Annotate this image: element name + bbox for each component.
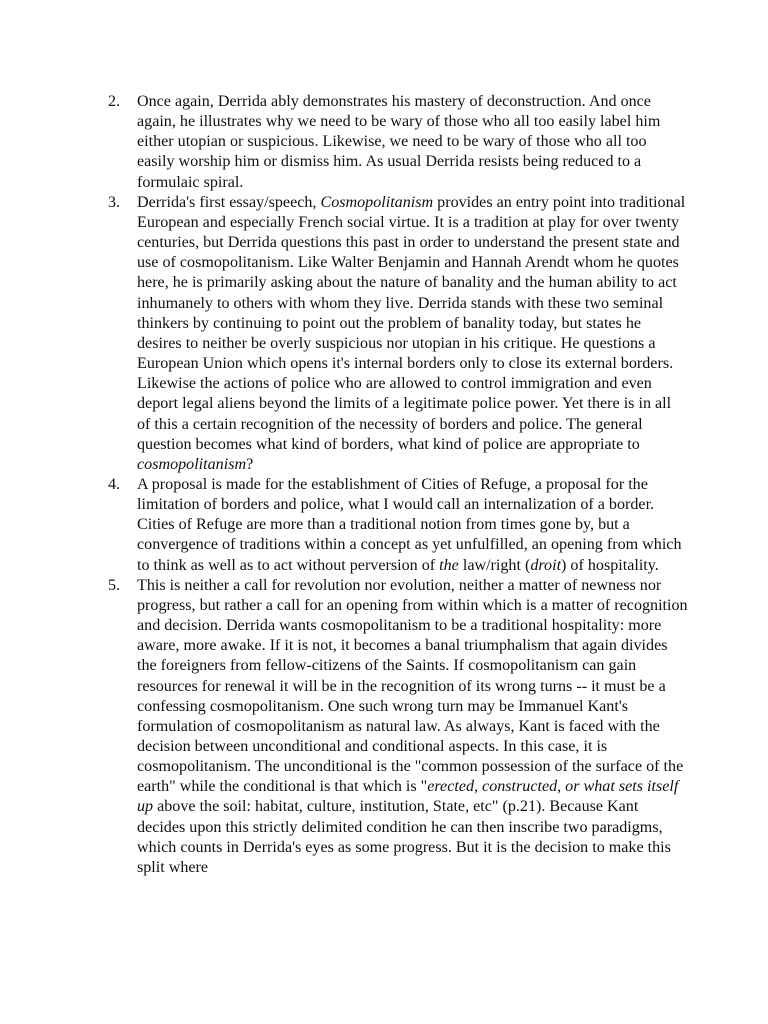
italic-text: the: [439, 556, 459, 574]
list-item: [108, 475, 688, 576]
list-item: [108, 193, 688, 475]
list-item-text: [137, 576, 688, 878]
text-run: Once again, Derrida ably demonstrates his mastery of deconstruction. And once again, he illustrates why we need to be wary of those who all too easily label him either utopian or suspicious. Likewise, we need to be wary of those who all too easily worship him or dismiss him. As usual Derrida resists being reduced to a formulaic spiral.: [137, 93, 661, 191]
numbered-list: [108, 92, 688, 878]
italic-text: Cosmopolitanism: [320, 193, 434, 211]
text-run: A proposal is made for the establishment of Cities of Refuge, a proposal for the limitation of borders and police, what I would call an internalization of a border. Cities of Refuge are more than a traditional notion from times gone by, but a convergence of traditions within a concept as yet unfulfilled, an opening from which to think as well as to act without perversion of: [137, 475, 682, 574]
italic-text: droit: [530, 556, 562, 574]
list-item-number: 3.: [108, 193, 121, 211]
text-run: This is neither a call for revolution nor evolution, neither a matter of newness nor progress, but rather a call for an opening from within which is a matter of recognition and decision. Derrida wants cosmopolitanism to be a traditional hospitality: more aware, more awake. If it is not, it becomes a banal triumphalism that again divides the foreigners from fellow-citizens of the Saints. If cosmopolitanism can gain resources for renewal it will be in the recognition of its wrong turns -- it must be a confessing cosmopolitanism. One such wrong turn may be Immanuel Kant's formulation of cosmopolitanism as natural law. As always, Kant is faced with the decision between unconditional and conditional aspects. In this case, it is cosmopolitanism. The unconditional is the "common possession of the surface of the earth" while the conditional is that which is ": [137, 576, 688, 796]
list-item-text: [137, 92, 688, 193]
text-run: ?: [246, 455, 254, 473]
list-item-number: 4.: [108, 475, 121, 493]
text-run: provides an entry point into traditional European and especially French social virtue. It is a tradition at play for over twenty centuries, but Derrida questions this past in order to understand the present state and use of cosmopolitanism. Like Walter Benjamin and Hannah Arendt whom he quotes here, he is primarily asking about the nature of banality and the human ability to act inhumanely to others with whom they live. Derrida stands with these two seminal thinkers by continuing to point out the problem of banality today, but states he desires to neither be overly suspicious nor utopian in his critique. He questions a European Union which opens it's internal borders only to close its external borders. Likewise the actions of police who are allowed to control immigration and even deport legal aliens beyond the limits of a legitimate police power. Yet there is in all of this a certain recognition of the necessity of borders and police. The general question becomes what kind of borders, what kind of police are appropriate to: [137, 193, 686, 453]
text-run: above the soil: habitat, culture, institution, State, etc" (p.21). Because Kant decides upon this strictly delimited condition he can then inscribe two paradigms, which counts in Derrida's eyes as some progress. But it is the decision to make this split where: [137, 798, 671, 876]
text-run: law/right (: [458, 556, 531, 574]
italic-text: cosmopolitanism: [137, 455, 247, 473]
list-item-number: 2.: [108, 93, 121, 110]
list-item-text: [137, 193, 688, 475]
italic-text: erected, constructed, or what sets itself up: [137, 778, 679, 816]
list-item-number: 5.: [108, 576, 121, 594]
list-item: [108, 92, 688, 193]
list-item: [108, 576, 688, 878]
text-run: ) of hospitality.: [561, 556, 659, 574]
text-run: Derrida's first essay/speech,: [137, 193, 321, 211]
list-item-text: [137, 475, 688, 576]
